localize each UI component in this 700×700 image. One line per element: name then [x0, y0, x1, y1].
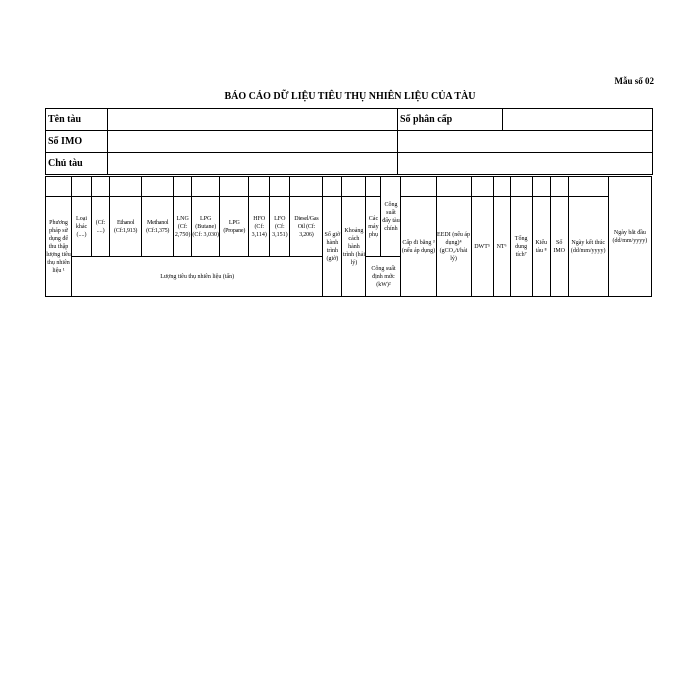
top-cell	[142, 177, 174, 197]
lng-header: LNG (Cf: 2,750)	[174, 197, 192, 257]
fuel-consumption-header: Lượng tiêu thụ nhiên liệu (tấn)	[72, 257, 323, 297]
other-fuel-header: Loại khác (....)	[72, 197, 92, 257]
top-cell	[46, 177, 72, 197]
imo-extra-cell	[398, 131, 653, 153]
top-cell	[366, 177, 381, 197]
methanol-header: Methanol (Cf:1,375)	[142, 197, 174, 257]
lpg-propane-header: LPG (Propane)	[220, 197, 249, 257]
ship-name-label: Tên tàu	[46, 109, 108, 131]
top-cell	[436, 177, 471, 197]
top-cell	[323, 177, 342, 197]
nt-header: NT⁶	[493, 197, 510, 297]
imo-number-header: Số IMO	[550, 197, 568, 297]
fuel-data-table	[45, 176, 652, 297]
owner-extra-cell	[398, 153, 653, 175]
owner-value[interactable]	[108, 153, 398, 175]
top-cell	[342, 177, 366, 197]
rated-power-header: Công suất định mức (kW)²	[366, 257, 401, 297]
ship-info-table	[45, 108, 653, 175]
top-cell	[510, 177, 532, 197]
owner-label: Chủ tàu	[46, 153, 108, 175]
diesel-header: Diesel/Gas Oil (Cf: 3,206)	[290, 197, 323, 257]
top-cell	[249, 177, 270, 197]
top-cell	[401, 177, 436, 197]
top-cell	[92, 177, 110, 197]
header-main-row	[46, 197, 652, 257]
voyage-distance-header: Khoảng cách hành trình (hải lý)	[342, 197, 366, 297]
ethanol-header: Ethanol (Cf:1,913)	[110, 197, 142, 257]
top-cell	[550, 177, 568, 197]
gross-tonnage-header: Tổng dung tích⁷	[510, 197, 532, 297]
top-cell	[110, 177, 142, 197]
ice-class-header: Cấp đi băng ³ (nếu áp dụng)	[401, 197, 436, 297]
form-number: Mẫu số 02	[614, 76, 654, 86]
class-number-value[interactable]	[503, 109, 653, 131]
owner-row	[46, 153, 653, 175]
cf-generic-header: (Cf: ....)	[92, 197, 110, 257]
main-engine-power-header: Công suất đẩy tàu chính	[381, 177, 401, 257]
top-cell	[568, 177, 608, 197]
report-title: BÁO CÁO DỮ LIỆU TIÊU THỤ NHIÊN LIỆU CỦA TÀU	[224, 91, 476, 102]
end-date-header: Ngày kết thúc (dd/mm/yyyy)	[568, 197, 608, 297]
class-number-label: Số phân cấp	[398, 109, 503, 131]
imo-value[interactable]	[108, 131, 398, 153]
ship-info-section	[45, 108, 653, 175]
ship-type-header: Kiểu tàu ⁸	[532, 197, 550, 297]
aux-engines-header: Các máy phụ	[366, 197, 381, 257]
ship-name-row	[46, 109, 653, 131]
top-cell	[174, 177, 192, 197]
lpg-butane-header: LPG (Butane) (Cf: 3,030)	[192, 197, 220, 257]
top-cell	[72, 177, 92, 197]
top-cell	[493, 177, 510, 197]
voyage-hours-header: Số giờ hành trình (giờ)	[323, 197, 342, 297]
imo-label: Số IMO	[46, 131, 108, 153]
hfo-header: HFO (Cf: 3,114)	[249, 197, 270, 257]
header-top-row	[46, 177, 652, 197]
start-date-header: Ngày bắt đầu (dd/mm/yyyy)	[608, 177, 651, 297]
top-cell	[290, 177, 323, 197]
collection-method-header: Phương pháp sử dụng để thu thập lượng tiêu thụ nhiên liệu ¹	[46, 197, 72, 297]
fuel-data-section	[45, 176, 652, 297]
top-cell	[471, 177, 493, 197]
top-cell	[532, 177, 550, 197]
imo-row	[46, 131, 653, 153]
lfo-header: LFO (Cf: 3,151)	[270, 197, 290, 257]
top-cell	[220, 177, 249, 197]
top-cell	[270, 177, 290, 197]
eedi-header: EEDI (nếu áp dụng)⁴ (gCO₂/t/hải lý)	[436, 197, 471, 297]
dwt-header: DWT⁵	[471, 197, 493, 297]
ship-name-value[interactable]	[108, 109, 398, 131]
top-cell	[192, 177, 220, 197]
